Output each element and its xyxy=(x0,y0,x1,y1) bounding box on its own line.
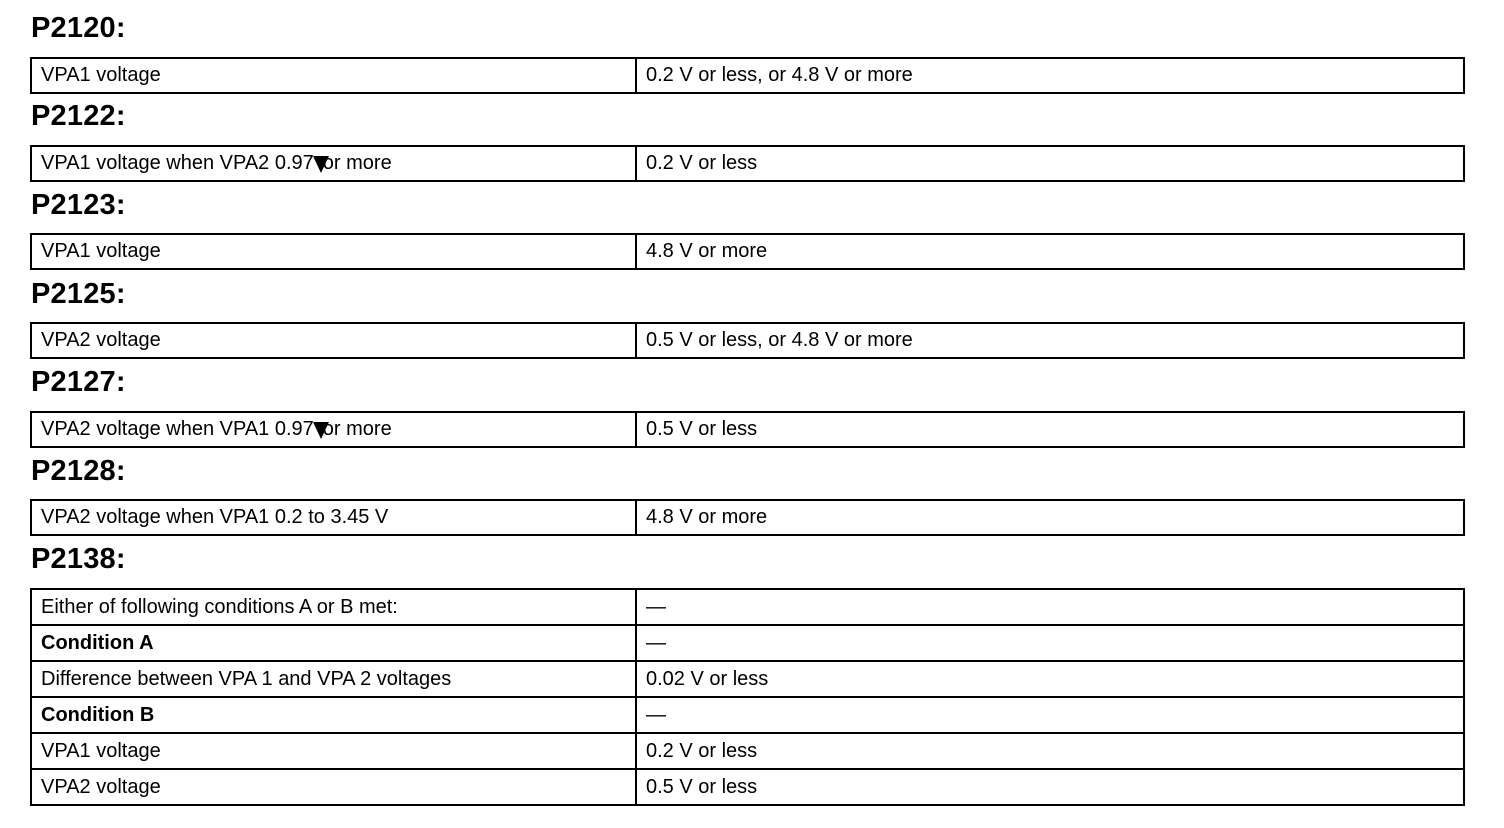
condition-cell: VPA2 voltage when VPA1 0.2 to 3.45 V xyxy=(31,500,636,535)
dtc-code-heading: P2138: xyxy=(31,543,126,575)
condition-cell: Difference between VPA 1 and VPA 2 voltages xyxy=(31,661,636,697)
condition-cell: VPA1 voltage xyxy=(31,58,636,93)
dtc-code-heading: P2127: xyxy=(31,366,126,398)
value-cell: — xyxy=(636,625,1464,661)
condition-group-heading: Condition A xyxy=(31,625,636,661)
dtc-code-heading: P2125: xyxy=(31,278,126,310)
value-cell: 0.2 V or less xyxy=(636,146,1464,181)
value-cell: 0.02 V or less xyxy=(636,661,1464,697)
value-cell: 4.8 V or more xyxy=(636,500,1464,535)
dtc-condition-table xyxy=(30,588,1465,806)
dtc-code-heading: P2122: xyxy=(31,100,126,132)
condition-cell: VPA1 voltage xyxy=(31,234,636,269)
table-row xyxy=(31,146,1464,181)
dtc-condition-table xyxy=(30,233,1465,270)
dtc-condition-table xyxy=(30,322,1465,359)
value-cell: 0.5 V or less, or 4.8 V or more xyxy=(636,323,1464,358)
table-row xyxy=(31,733,1464,769)
table-row xyxy=(31,625,1464,661)
condition-text: or more xyxy=(322,152,392,174)
condition-cell: VPA2 voltage xyxy=(31,323,636,358)
dtc-condition-table xyxy=(30,145,1465,182)
table-row xyxy=(31,589,1464,625)
condition-cell: VPA1 voltage xyxy=(31,733,636,769)
value-cell: 0.5 V or less xyxy=(636,769,1464,805)
condition-text: or more xyxy=(322,418,392,440)
condition-cell xyxy=(31,412,636,447)
table-row xyxy=(31,234,1464,269)
dtc-condition-table xyxy=(30,411,1465,448)
dtc-condition-table xyxy=(30,499,1465,536)
table-row xyxy=(31,323,1464,358)
value-cell: — xyxy=(636,697,1464,733)
condition-group-heading: Condition B xyxy=(31,697,636,733)
condition-cell xyxy=(31,146,636,181)
dtc-code-heading: P2128: xyxy=(31,455,126,487)
dtc-code-heading: P2123: xyxy=(31,189,126,221)
dtc-condition-table xyxy=(30,57,1465,94)
table-row xyxy=(31,661,1464,697)
condition-text: VPA1 voltage when VPA2 0.97 xyxy=(41,152,314,174)
table-row xyxy=(31,697,1464,733)
value-cell: 0.5 V or less xyxy=(636,412,1464,447)
value-cell: — xyxy=(636,589,1464,625)
condition-cell: Either of following conditions A or B met: xyxy=(31,589,636,625)
condition-text: VPA2 voltage when VPA1 0.97 xyxy=(41,418,314,440)
value-cell: 4.8 V or more xyxy=(636,234,1464,269)
table-row xyxy=(31,58,1464,93)
table-row xyxy=(31,500,1464,535)
value-cell: 0.2 V or less, or 4.8 V or more xyxy=(636,58,1464,93)
table-row xyxy=(31,769,1464,805)
value-cell: 0.2 V or less xyxy=(636,733,1464,769)
dtc-code-heading: P2120: xyxy=(31,12,126,44)
table-row xyxy=(31,412,1464,447)
condition-cell: VPA2 voltage xyxy=(31,769,636,805)
